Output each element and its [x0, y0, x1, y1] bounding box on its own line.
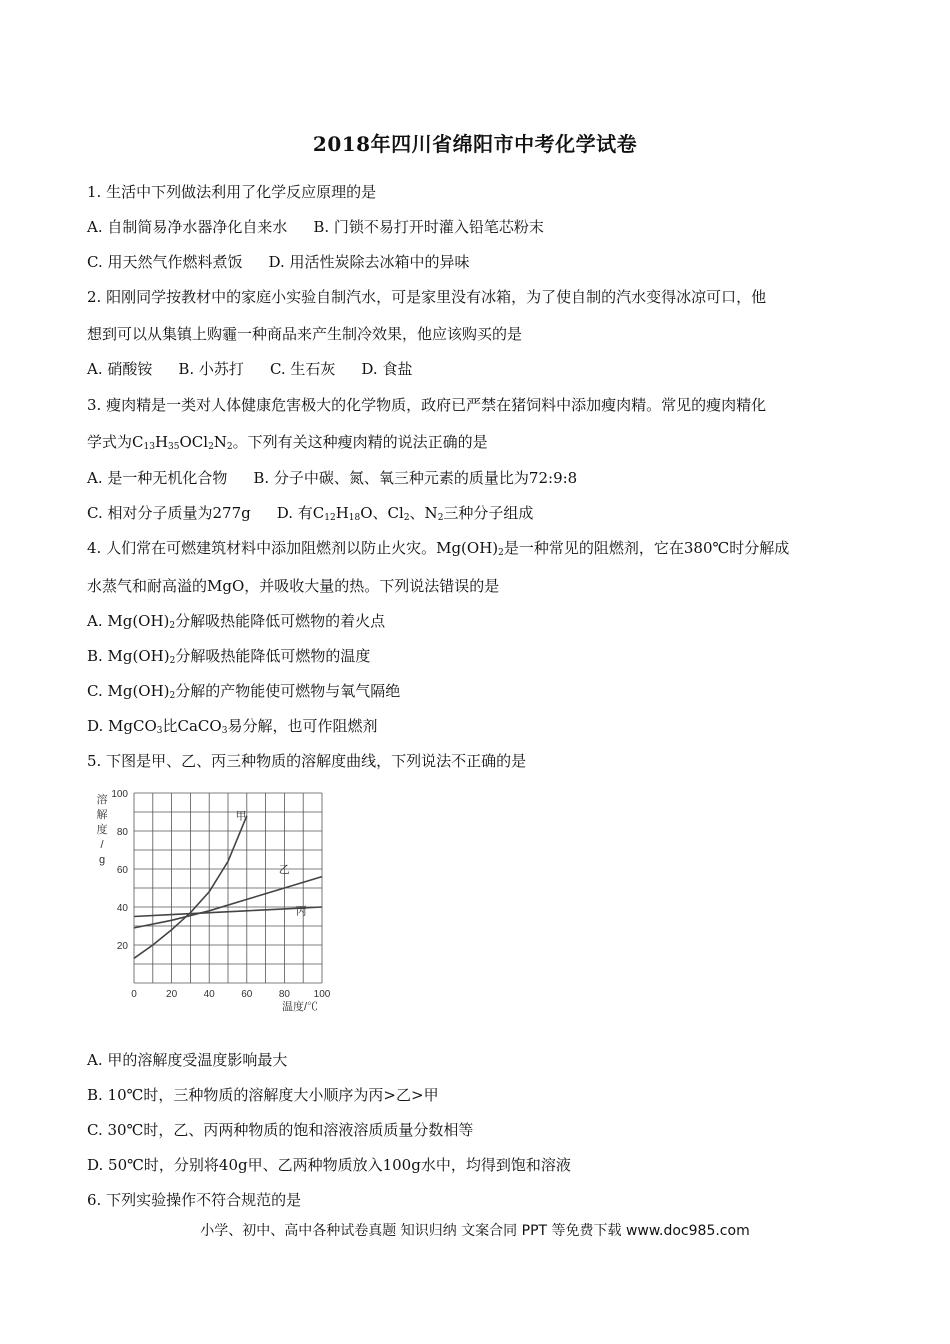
y-tick-label: 60: [116, 865, 128, 876]
q2-option-c: C. 生石灰: [269, 360, 336, 378]
q6-stem: 6. 下列实验操作不符合规范的是: [87, 1191, 302, 1209]
y-axis-label-char: g: [98, 854, 106, 866]
q1-options-cd: [87, 252, 470, 272]
y-axis-label-char: 溶: [96, 794, 108, 806]
series-label: 甲: [235, 810, 247, 823]
q5-stem: 5. 下图是甲、乙、丙三种物质的溶解度曲线，下列说法不正确的是: [87, 752, 527, 770]
x-tick-label: 40: [203, 989, 215, 1000]
y-axis-label-char: 度: [96, 824, 108, 836]
solubility-chart: [88, 783, 350, 1015]
y-tick-label: 20: [116, 941, 128, 952]
x-tick-label: 20: [166, 989, 178, 1000]
q2-option-b: B. 小苏打: [178, 360, 244, 378]
q1-option-d: D. 用活性炭除去冰箱中的异味: [268, 253, 470, 271]
q3-stem-line1: 3. 瘦肉精是一类对人体健康危害极大的化学物质，政府已严禁在猪饲料中添加瘦肉精。常见的瘦肉精化: [87, 396, 767, 414]
q5-option-c: C. 30℃时，乙、丙两种物质的饱和溶液溶质质量分数相等: [87, 1121, 474, 1139]
y-tick-label: 80: [116, 827, 128, 838]
q5-option-b: B. 10℃时，三种物质的溶解度大小顺序为丙>乙>甲: [87, 1086, 439, 1104]
q3-option-d: D. 有$C_{12}H_{18}O$、$Cl_2$、$N_2$三种分子组成: [276, 504, 534, 523]
q1-option-a: A. 自制简易净水器净化自来水: [87, 218, 288, 236]
q3-option-a: A. 是一种无机化合物: [87, 469, 228, 487]
q1-option-b: B. 门锁不易打开时灌入铅笔芯粉末: [313, 218, 544, 236]
q4-option-d: D. MgCO$_3$比CaCO$_3$易分解，也可作阻燃剂: [87, 717, 378, 736]
q1-options-ab: [87, 217, 544, 237]
y-axis-label-char: /: [100, 839, 104, 851]
y-axis-label-char: 解: [96, 809, 108, 821]
q1-stem: 1. 生活中下列做法利用了化学反应原理的是: [87, 183, 377, 201]
q2-options: [87, 359, 412, 379]
q4-stem-line2: 水蒸气和耐高溢的MgO，并吸收大量的热。下列说法错误的是: [87, 577, 500, 595]
page-footer: 小学、初中、高中各种试卷真题 知识归纳 文案合同 PPT 等免费下载 www.doc985.com: [200, 1223, 750, 1239]
q2-stem-line1: 2. 阳刚同学按教材中的家庭小实验自制汽水，可是家里没有冰箱，为了使自制的汽水变得冰凉可口，他: [87, 288, 767, 306]
x-axis-label: 温度/℃: [281, 1001, 319, 1013]
q2-stem-line2: 想到可以从集镇上购霾一种商品来产生制冷效果，他应该购买的是: [87, 325, 523, 343]
q4-option-c: C. $Mg(OH)_2$分解的产物能使可燃物与氧气隔绝: [87, 682, 401, 701]
q4-option-a: A. $Mg(OH)_2$分解吸热能降低可燃物的着火点: [87, 612, 386, 631]
y-tick-label: 40: [116, 903, 128, 914]
q3-option-b: B. 分子中碳、氮、氧三种元素的质量比为72:9:8: [253, 469, 578, 487]
q2-option-d: D. 食盐: [361, 360, 413, 378]
q3-options-cd: [87, 503, 533, 528]
chart-labels: [97, 789, 331, 1013]
q3-stem-line2: 学式为$C_{13}H_{35}OCl_2N_2$。下列有关这种瘦肉精的说法正确的是: [87, 433, 488, 452]
q3-options-ab: [87, 468, 577, 488]
q2-option-a: A. 硝酸铵: [87, 360, 153, 378]
q4-option-b: B. $Mg(OH)_2$分解吸热能降低可燃物的温度: [87, 647, 371, 666]
q4-stem-line1: 4. 人们常在可燃建筑材料中添加阻燃剂以防止火灾。$Mg(OH)_2$是一种常见的阻燃剂，它在380℃时分解成: [87, 539, 790, 558]
series-label: 乙: [278, 863, 290, 876]
x-tick-label: 100: [313, 989, 331, 1000]
x-tick-label: 60: [241, 989, 253, 1000]
q1-option-c: C. 用天然气作燃料煮饭: [87, 253, 243, 271]
x-tick-label: 80: [278, 989, 290, 1000]
q5-option-a: A. 甲的溶解度受温度影响最大: [87, 1051, 288, 1069]
chart-grid: [134, 793, 322, 983]
y-tick-label: 100: [111, 789, 128, 800]
page-title: 2018年四川省绵阳市中考化学试卷: [312, 132, 638, 156]
q5-option-d: D. 50℃时，分别将40g甲、乙两种物质放入100g水中，均得到饱和溶液: [87, 1156, 571, 1174]
x-tick-label: 0: [131, 989, 137, 1000]
series-label: 丙: [295, 905, 307, 918]
q3-option-c: C. 相对分子质量为277g: [87, 504, 251, 522]
